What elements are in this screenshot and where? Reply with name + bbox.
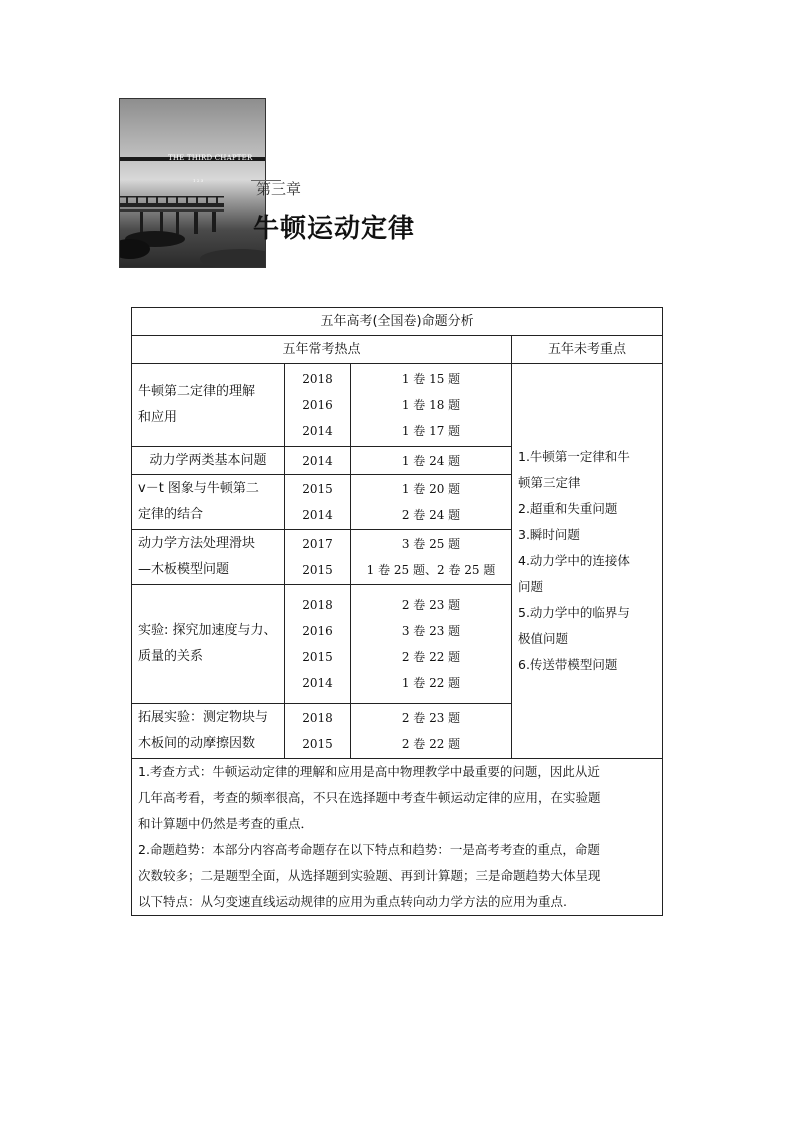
topic-cell: 动力学两类基本问题	[132, 447, 285, 475]
questions-cell: 2 卷 23 题 3 卷 23 题 2 卷 22 题 1 卷 22 题	[351, 585, 512, 704]
exam-analysis-table	[131, 307, 663, 916]
table-row	[132, 364, 663, 447]
column-header-hot: 五年常考热点	[132, 336, 512, 364]
topic-cell: 牛顿第二定律的理解 和应用	[132, 364, 285, 447]
chapter-title: 牛顿运动定律	[253, 214, 416, 244]
years-cell: 2018 2016 2015 2014	[285, 585, 351, 704]
cover-sub-text: 1 2 3	[193, 178, 204, 183]
analysis-notes: 1.考查方式：牛顿运动定律的理解和应用是高中物理教学中最重要的问题，因此从近 几年高考看，考查的频率很高，不只在选择题中考查牛顿运动定律的应用，在实验题 和计算题中仍然是考查的重点． 2.命题趋势：本部分内容高考命题存在以下特点和趋势：一是高考考查的重点，命题 次数较多；二是题型全面，从选择题到实验题、再到计算题；三是命题趋势大体呈现 以下特点：从匀变速直线运动规律的应用为重点转向动力学方法的应用为重点.	[132, 759, 663, 916]
chapter-label: 第三章	[256, 180, 302, 198]
years-cell: 2014	[285, 447, 351, 475]
questions-cell: 1 卷 15 题 1 卷 18 题 1 卷 17 题	[351, 364, 512, 447]
topic-cell: 动力学方法处理滑块 —木板模型问题	[132, 530, 285, 585]
questions-cell: 1 卷 20 题 2 卷 24 题	[351, 475, 512, 530]
column-header-miss: 五年未考重点	[512, 336, 663, 364]
cover-caption: THE THIRD CHAPTER	[168, 154, 253, 162]
questions-cell: 1 卷 24 题	[351, 447, 512, 475]
topic-cell: 实验: 探究加速度与力、 质量的关系	[132, 585, 285, 704]
pier-photo-icon	[120, 99, 266, 268]
years-cell: 2018 2016 2014	[285, 364, 351, 447]
years-cell: 2015 2014	[285, 475, 351, 530]
topic-cell: v－t 图象与牛顿第二 定律的结合	[132, 475, 285, 530]
topic-cell: 拓展实验：测定物块与 木板间的动摩擦因数	[132, 704, 285, 759]
table-title: 五年高考(全国卷)命题分析	[132, 308, 663, 336]
years-cell: 2017 2015	[285, 530, 351, 585]
chapter-cover-image	[119, 98, 266, 268]
questions-cell: 2 卷 23 题 2 卷 22 题	[351, 704, 512, 759]
questions-cell: 3 卷 25 题 1 卷 25 题、2 卷 25 题	[351, 530, 512, 585]
unexamined-key-points: 1.牛顿第一定律和牛 顿第三定律 2.超重和失重问题 3.瞬时问题 4.动力学中的连接体 问题 5.动力学中的临界与 极值问题 6.传送带模型问题	[512, 364, 663, 759]
years-cell: 2018 2015	[285, 704, 351, 759]
